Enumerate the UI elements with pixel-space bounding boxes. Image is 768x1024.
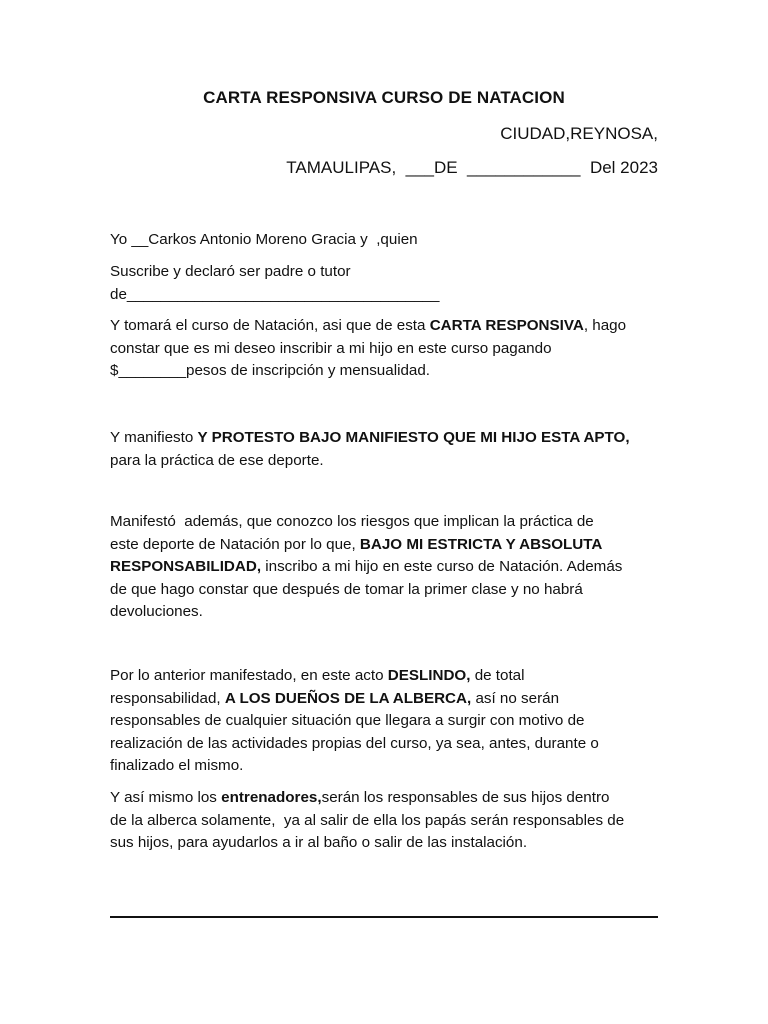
risks-text-a: Manifestó además, que conozco los riesgos que implican la práctica de este deporte de Natación por lo que, [110, 513, 594, 553]
trainers-text-a: Y así mismo los [110, 789, 222, 806]
release-text-bold-2: A LOS DUEÑOS DE LA ALBERCA, [224, 689, 472, 707]
risks-text-bold: BAJO MI ESTRICTA Y ABSOLUTA RESPONSABILIDAD, [110, 535, 603, 575]
release-text-c: de total responsabilidad, [110, 667, 525, 707]
place-line-city: CIUDAD,REYNOSA, [500, 124, 658, 143]
release-text-bold-1: DESLINDO, [387, 667, 471, 684]
enrollment-text-c: , hago constar que es mi deseo inscribir a mi hijo en este curso pagando $________pesos de inscripción y mensualidad. [110, 317, 627, 379]
paragraph-subscribe: Suscribe y declaró ser padre o tutor de_____________________________________ [110, 263, 440, 303]
declaration-text-bold: Y PROTESTO BAJO MANIFIESTO QUE MI HIJO ESTA APTO, [197, 429, 630, 446]
release-text-e: así no serán responsables de cualquier situación que llegara a surgir con motivo de realización de las actividades propias del curso, ya sea, antes, durante o finalizado el mismo. [110, 689, 599, 774]
paragraph-enrollment [110, 315, 660, 383]
release-text-a: Por lo anterior manifestado, en este acto [110, 667, 388, 684]
paragraph-trainers [110, 787, 660, 855]
paragraph-risks [110, 511, 660, 624]
paragraph-declaration [110, 427, 660, 472]
declaration-text-a: Y manifiesto [110, 429, 198, 446]
trainers-text-c: serán los responsables de sus hijos dentro de la alberca solamente, ya al salir de ella los papás serán responsables de sus hijos, para ayudarlos a ir al baño o salir de las instalación. [110, 789, 625, 851]
trainers-text-bold: entrenadores, [221, 789, 322, 806]
document-title: CARTA RESPONSIVA CURSO DE NATACION [203, 88, 565, 107]
enrollment-text-bold: CARTA RESPONSIVA [429, 317, 584, 334]
paragraph-release [110, 665, 660, 778]
paragraph-name: Yo __Carkos Antonio Moreno Gracia y ,quien [110, 231, 418, 248]
signature-line [110, 916, 658, 918]
declaration-text-c: para la práctica de ese deporte. [110, 451, 324, 469]
risks-text-c: inscribo a mi hijo en este curso de Natación. Además de que hago constar que después de tomar la primer clase y no habrá devoluciones. [110, 558, 623, 620]
enrollment-text-a: Y tomará el curso de Natación, asi que de esta [110, 317, 430, 334]
place-line-date: TAMAULIPAS, ___DE ____________ Del 2023 [286, 158, 658, 177]
